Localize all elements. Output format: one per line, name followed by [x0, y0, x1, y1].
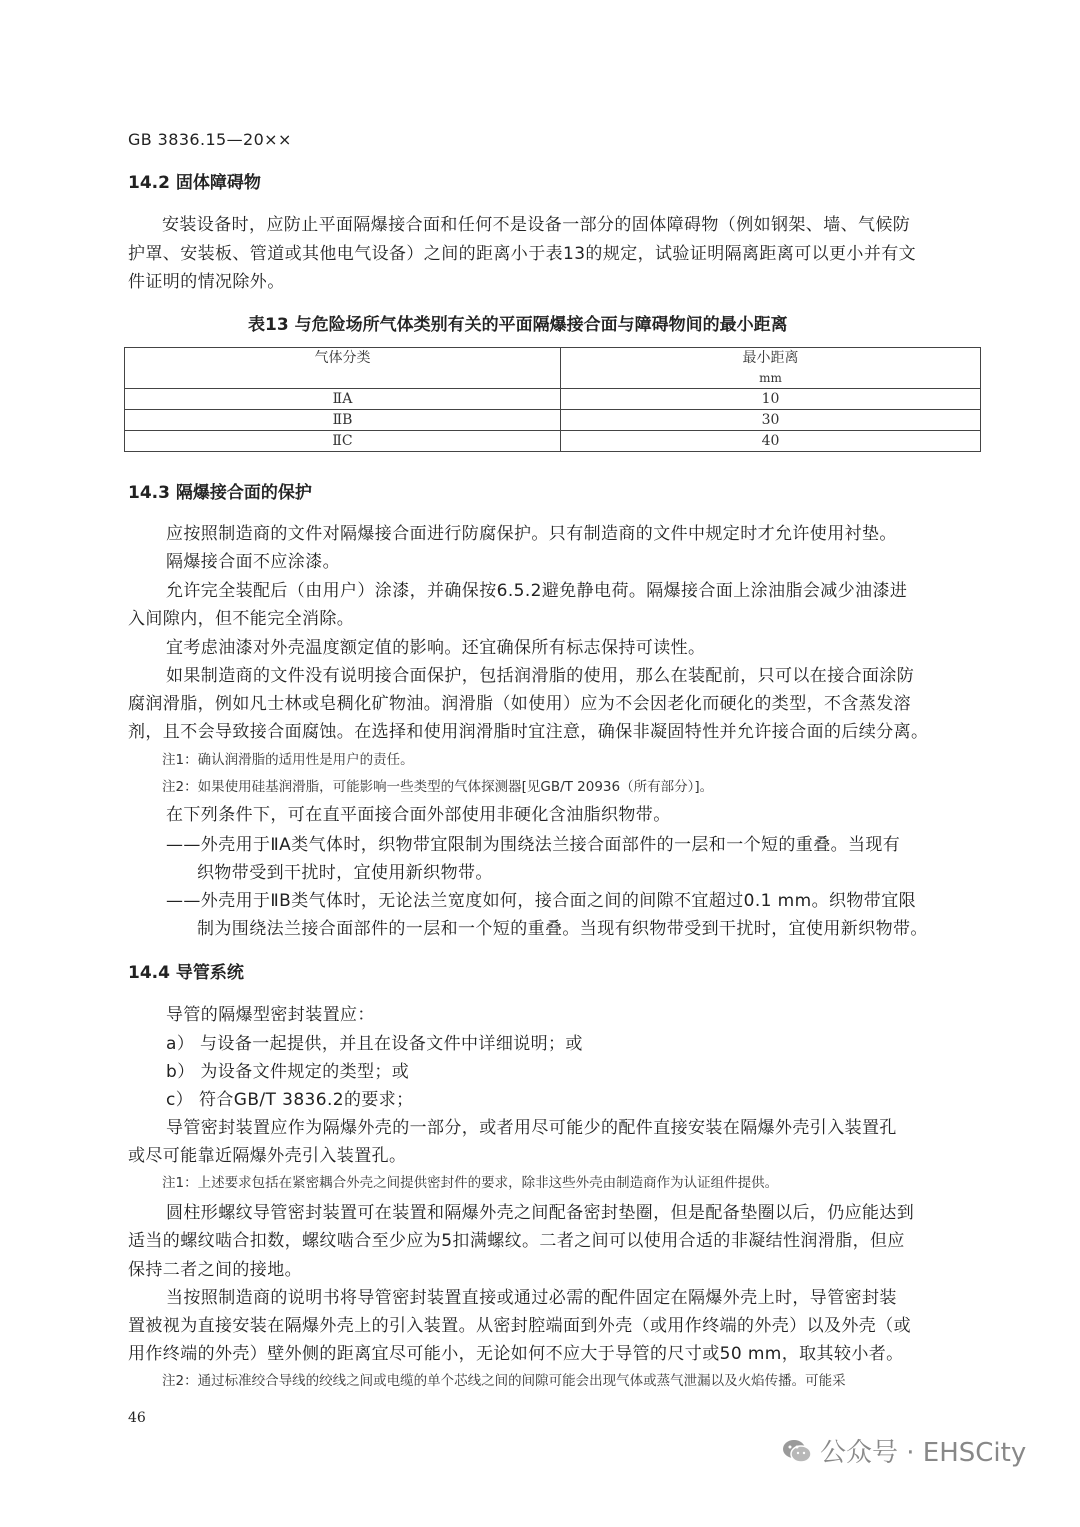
table-caption: 表13 与危险场所气体类别有关的平面隔爆接合面与障碍物间的最小距离 [248, 315, 788, 335]
paragraph: 件证明的情况除外。 [128, 272, 285, 292]
watermark-text: 公众号 · EHSCity [820, 1438, 1027, 1468]
table-cell: 30 [561, 410, 981, 431]
table-row [125, 431, 981, 452]
table-header-distance: 最小距离 [561, 348, 981, 369]
list-item: ——外壳用于ⅡB类气体时，无论法兰宽度如何，接合面之间的间隙不宜超过0.1 mm。织物带宜限 [166, 891, 916, 911]
list-item: b） 为设备文件规定的类型；或 [166, 1062, 410, 1082]
paragraph: 置被视为直接安装在隔爆外壳上的引入装置。从密封腔端面到外壳（或用作终端的外壳）以及外壳（或 [128, 1316, 911, 1336]
paragraph: 圆柱形螺纹导管密封装置可在装置和隔爆外壳之间配备密封垫圈，但是配备垫圈以后，仍应能达到 [166, 1203, 915, 1223]
list-item: c） 符合GB/T 3836.2的要求； [166, 1090, 414, 1110]
section-14-3-title: 14.3 隔爆接合面的保护 [128, 483, 312, 503]
paragraph: 在下列条件下，可在直平面接合面外部使用非硬化含油脂织物带。 [166, 805, 671, 825]
paragraph: 导管的隔爆型密封装置应： [166, 1005, 375, 1025]
list-item: 制为围绕法兰接合面部件的一层和一个短的重叠。当现有织物带受到干扰时，宜使用新织物带。 [197, 919, 928, 939]
section-14-4-title: 14.4 导管系统 [128, 963, 244, 983]
paragraph: 安装设备时，应防止平面隔爆接合面和任何不是设备一部分的固体障碍物（例如钢架、墙、气候防 [162, 215, 911, 235]
page-header: GB 3836.15—20×× [128, 130, 292, 149]
paragraph: 用作终端的外壳）壁外侧的距离宜尽可能小，无论如何不应大于导管的尺寸或50 mm，取其较小者。 [128, 1344, 904, 1364]
table-cell: ⅡC [125, 431, 561, 452]
table-cell: 40 [561, 431, 981, 452]
list-item: ——外壳用于ⅡA类气体时，织物带宜限制为围绕法兰接合面部件的一层和一个短的重叠。当现有 [166, 835, 901, 855]
list-item: a） 与设备一起提供，并且在设备文件中详细说明；或 [166, 1034, 583, 1054]
paragraph: 入间隙内，但不能完全消除。 [128, 609, 355, 629]
table-cell: 10 [561, 389, 981, 410]
watermark [782, 1432, 1026, 1469]
paragraph: 隔爆接合面不应涂漆。 [166, 552, 340, 572]
paragraph: 保持二者之间的接地。 [128, 1260, 302, 1280]
table-cell: ⅡA [125, 389, 561, 410]
paragraph: 导管密封装置应作为隔爆外壳的一部分，或者用尽可能少的配件直接安装在隔爆外壳引入装置孔 [166, 1118, 897, 1138]
paragraph: 如果制造商的文件没有说明接合面保护，包括润滑脂的使用，那么在装配前，只可以在接合面涂防 [166, 666, 915, 686]
paragraph: 适当的螺纹啮合扣数，螺纹啮合至少应为5扣满螺纹。二者之间可以使用合适的非凝结性润滑脂，但应 [128, 1231, 905, 1251]
table-cell: ⅡB [125, 410, 561, 431]
paragraph: 或尽可能靠近隔爆外壳引入装置孔。 [128, 1146, 407, 1166]
paragraph: 允许完全装配后（由用户）涂漆，并确保按6.5.2避免静电荷。隔爆接合面上涂油脂会减少油漆进 [166, 581, 908, 601]
paragraph: 护罩、安装板、管道或其他电气设备）之间的距离小于表13的规定，试验证明隔离距离可以更小并有文 [128, 244, 917, 264]
section-14-2-title: 14.2 固体障碍物 [128, 173, 261, 193]
paragraph: 腐润滑脂，例如凡士林或皂稠化矿物油。润滑脂（如使用）应为不会因老化而硬化的类型，不含蒸发溶 [128, 694, 911, 714]
table-header-unit: mm [561, 368, 981, 389]
page-number: 46 [128, 1410, 146, 1426]
note: 注2：如果使用硅基润滑脂，可能影响一些类型的气体探测器[见GB/T 20936（所有部分）]。 [162, 779, 714, 795]
note: 注1：上述要求包括在紧密耦合外壳之间提供密封件的要求，除非这些外壳由制造商作为认证组件提供。 [162, 1175, 779, 1191]
paragraph: 剂，且不会导致接合面腐蚀。在选择和使用润滑脂时宜注意，确保非凝固特性并允许接合面的后续分离。 [128, 722, 929, 742]
wechat-icon [782, 1438, 812, 1464]
note: 注2：通过标准绞合导线的绞线之间或电缆的单个芯线之间的间隙可能会出现气体或蒸气泄漏以及火焰传播。可能采 [162, 1373, 846, 1389]
note: 注1：确认润滑脂的适用性是用户的责任。 [162, 752, 414, 768]
paragraph: 当按照制造商的说明书将导管密封装置直接或通过必需的配件固定在隔爆外壳上时，导管密封装 [166, 1288, 897, 1308]
paragraph: 应按照制造商的文件对隔爆接合面进行防腐保护。只有制造商的文件中规定时才允许使用衬垫。 [166, 524, 897, 544]
table-row [125, 389, 981, 410]
paragraph: 宜考虑油漆对外壳温度额定值的影响。还宜确保所有标志保持可读性。 [166, 638, 706, 658]
table-row [125, 410, 981, 431]
distance-table [124, 347, 981, 452]
list-item: 织物带受到干扰时，宜使用新织物带。 [197, 863, 493, 883]
table-header-gas: 气体分类 [125, 348, 561, 389]
